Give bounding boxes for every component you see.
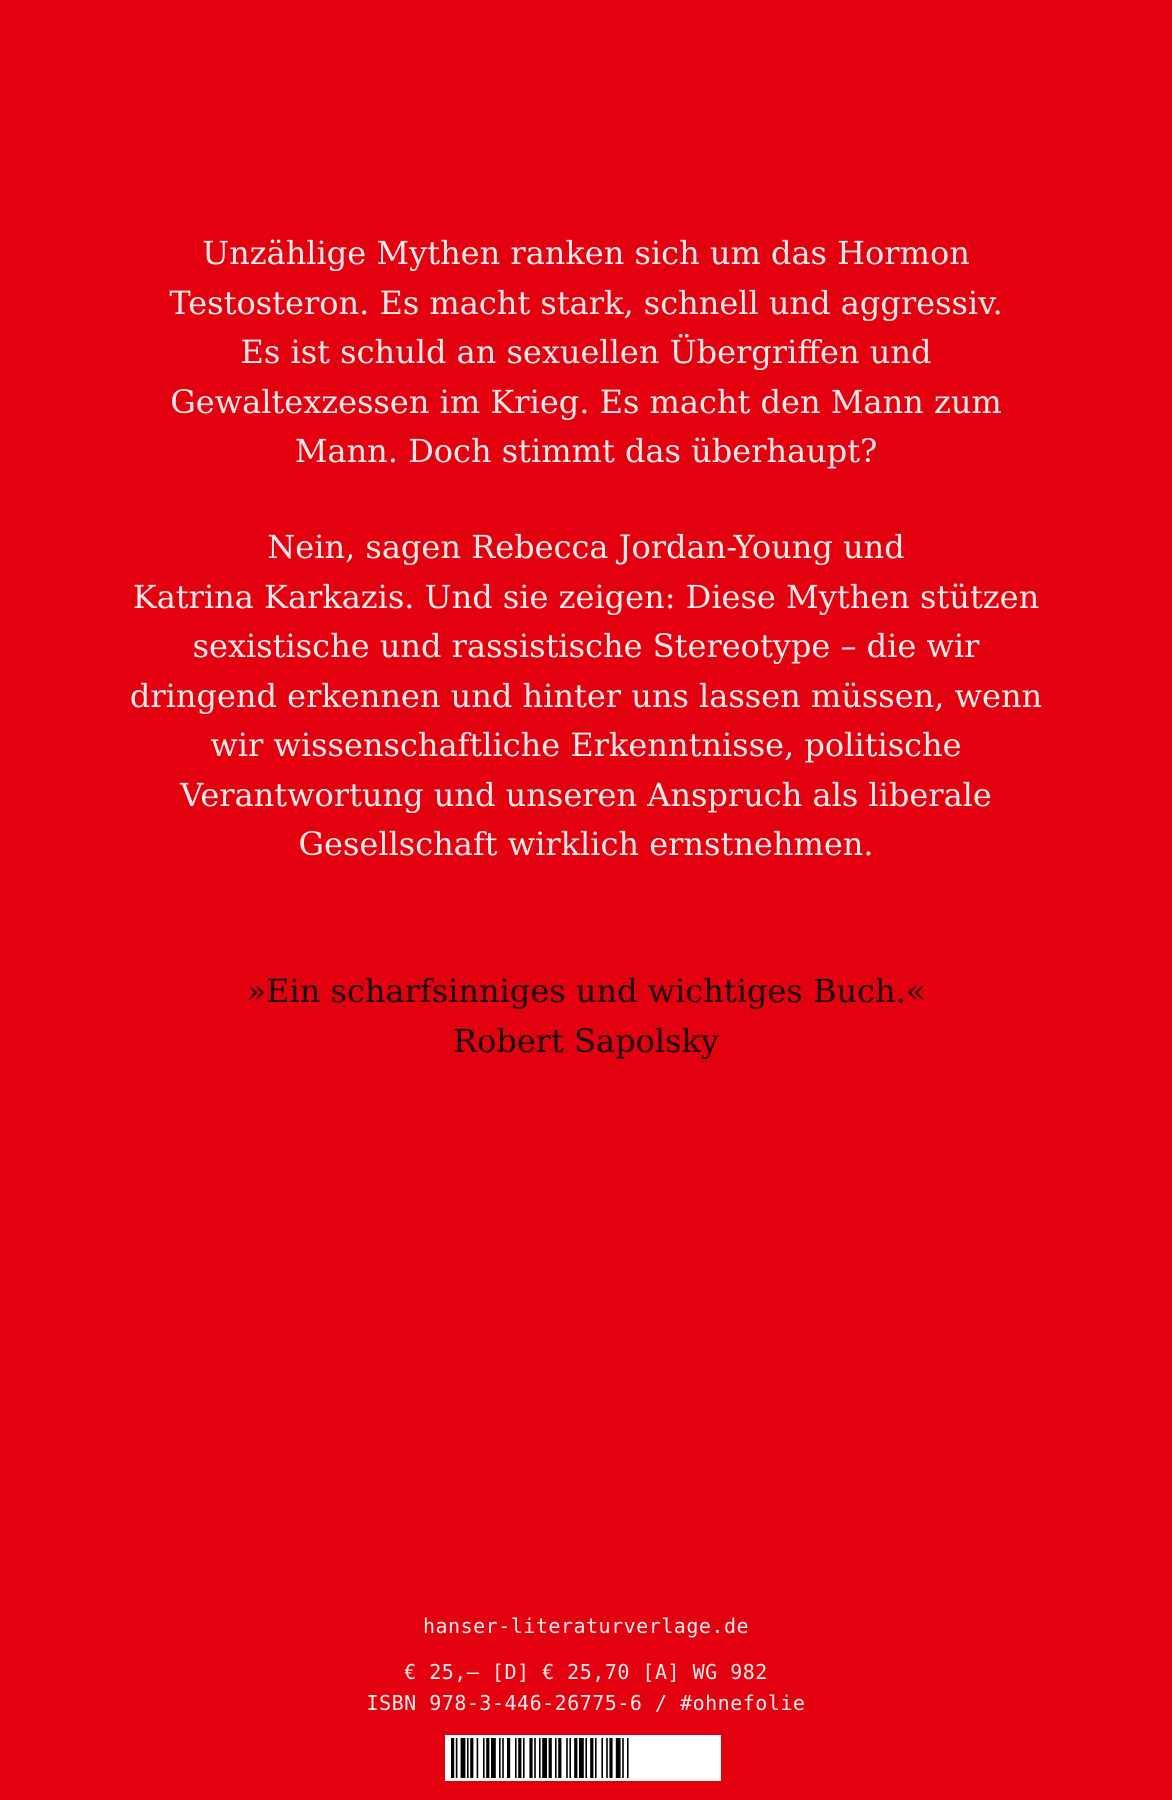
barcode-bar (529, 1738, 532, 1778)
barcode-bar (461, 1738, 466, 1778)
barcode-bar (518, 1738, 521, 1778)
barcode-bar (574, 1738, 577, 1778)
barcode-bar (566, 1738, 568, 1778)
blurb-line: wir wissenschaftliche Erkenntnisse, politische (210, 726, 962, 764)
barcode-bar (569, 1738, 571, 1778)
barcode-bar (590, 1738, 593, 1778)
barcode-bar (502, 1738, 504, 1778)
barcode-bar (499, 1738, 501, 1778)
blurb-line: Katrina Karkazis. Und sie zeigen: Diese Mythen stützen (132, 577, 1040, 616)
blurb-line: Gewaltexzessen im Krieg. Es macht den Mann zum (170, 382, 1002, 421)
barcode-bar (534, 1738, 536, 1778)
barcode-bar (507, 1738, 510, 1778)
barcode-bar (606, 1738, 608, 1778)
blurb-line: Nein, sagen Rebecca Jordan-Young und (267, 528, 905, 566)
barcode-bar (542, 1738, 547, 1778)
price-line: € 25,– [D] € 25,70 [A] WG 982 (404, 1660, 768, 1684)
barcode-bar (491, 1738, 496, 1778)
publisher-website: hanser-literaturverlage.de (422, 1614, 750, 1638)
blurb-line: dringend erkennen und hinter uns lassen müssen, wenn (129, 676, 1043, 715)
blurb-line: sexistische und rassistische Stereotype – die wir (192, 627, 980, 665)
isbn-line: ISBN 978-3-446-26775-6 / #ohnefolie (366, 1691, 806, 1715)
barcode-bar (515, 1738, 517, 1778)
barcode-bar (601, 1738, 603, 1778)
barcode-bar (585, 1738, 587, 1778)
barcode-bar (456, 1738, 458, 1778)
blurb-line: Unzählige Mythen ranken sich um das Hormon (202, 234, 970, 272)
barcode-bar (451, 1738, 454, 1778)
barcode-bar (558, 1738, 561, 1778)
barcode-bar (523, 1738, 525, 1778)
blurb-line: Es ist schuld an sexuellen Übergriffen und (240, 333, 932, 371)
blurb-paragraph-1 (0, 229, 1172, 477)
barcode-bar (616, 1738, 621, 1778)
blurb-line: Verantwortung und unseren Anspruch als liberale (180, 775, 992, 814)
barcode (445, 1735, 721, 1781)
blurb-line: Testosteron. Es macht stark, schnell und aggressiv. (169, 283, 1003, 322)
barcode-bar (477, 1738, 479, 1778)
barcode-bar (595, 1738, 597, 1778)
blurb-line: Gesellschaft wirklich ernstnehmen. (298, 825, 874, 863)
barcode-bar (486, 1738, 489, 1778)
barcode-bar (483, 1738, 485, 1778)
barcode-bar (470, 1738, 473, 1778)
quote-author: Robert Sapolsky (453, 1022, 719, 1060)
barcode-bar (549, 1738, 552, 1778)
barcode-bar (467, 1738, 469, 1778)
barcode-bar (555, 1738, 557, 1778)
blurb-line: Mann. Doch stimmt das überhaupt? (294, 432, 878, 470)
barcode-bar (622, 1738, 624, 1778)
quote-text: »Ein scharfsinniges und wichtiges Buch.« (246, 972, 926, 1010)
blurb-paragraph-2 (0, 523, 1172, 870)
review-quote (0, 966, 1172, 1066)
barcode-bar (627, 1738, 629, 1778)
barcode-bar (579, 1738, 584, 1778)
barcode-bar (609, 1738, 612, 1778)
barcode-bar (539, 1738, 541, 1778)
